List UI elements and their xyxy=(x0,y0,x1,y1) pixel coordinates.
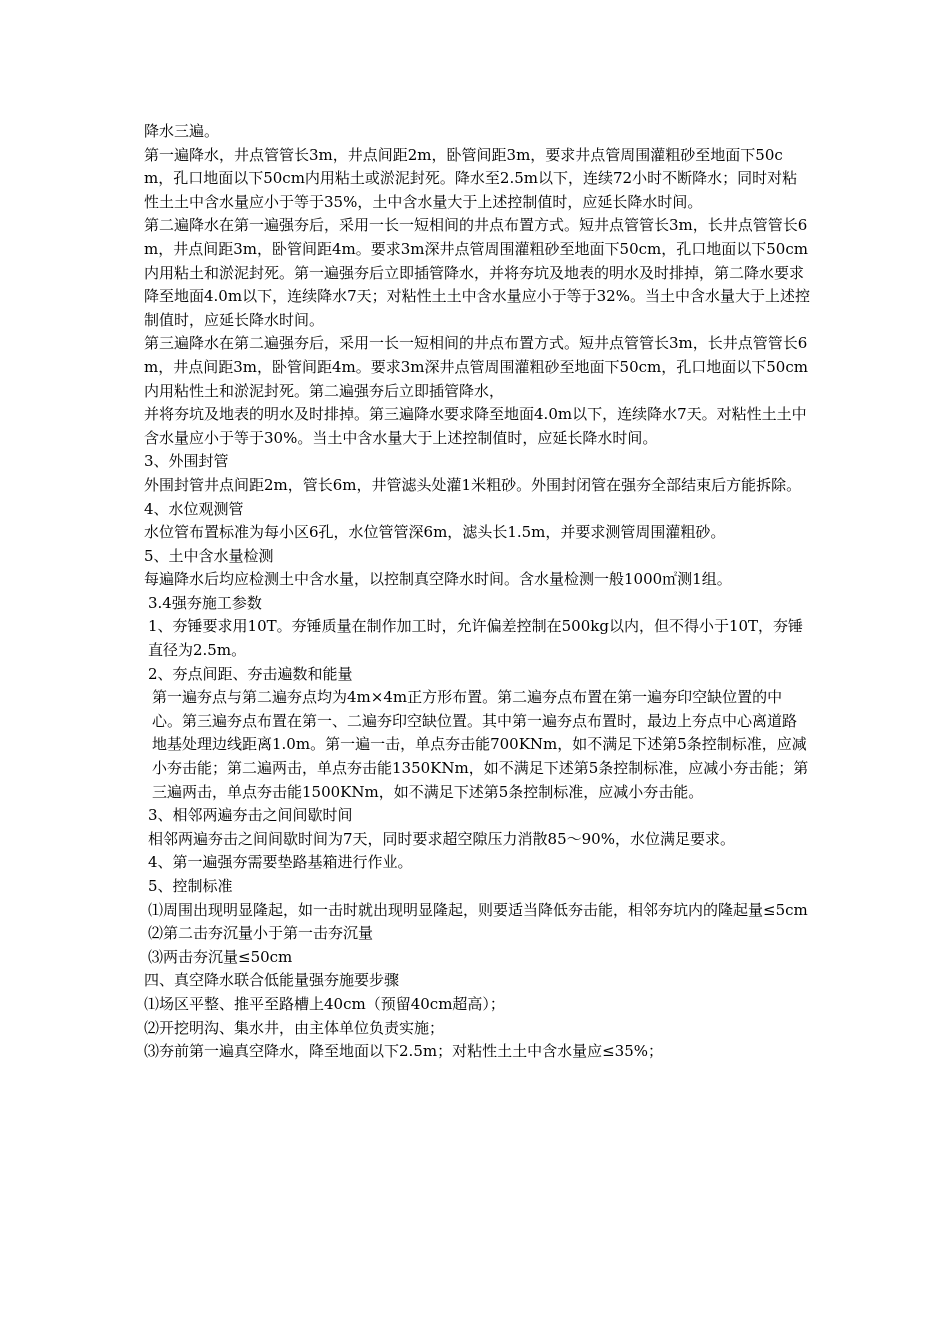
paragraph: 第二遍降水在第一遍强夯后，采用一长一短相间的井点布置方式。短井点管管长3m，长井点管管长6m，井点间距3m，卧管间距4m。要求3m深井点管周围灌粗砂至地面下50cm，孔口地面以下50cm内用粘土和淤泥封死。第一遍强夯后立即插管降水，并将夯坑及地表的明水及时排掉，第二降水要求降至地面4.0m以下，连续降水7天；对粘性土土中含水量应小于等于32%。当土中含水量大于上述控制值时，应延长降水时间。 xyxy=(144,216,810,329)
list-item: ⑶两击夯沉量≤50cm xyxy=(148,947,293,966)
list-item: ⑵第二击夯沉量小于第一击夯沉量 xyxy=(148,924,374,943)
paragraph: 相邻两遍夯击之间间歇时间为7天，同时要求超空隙压力消散85～90%，水位满足要求。 xyxy=(148,829,735,848)
section-heading: 5、控制标准 xyxy=(148,877,233,895)
paragraph: 水位管布置标准为每小区6孔，水位管管深6m，滤头长1.5m，并要求测管周围灌粗砂。 xyxy=(144,523,726,542)
paragraph: 降水三遍。 xyxy=(144,122,220,140)
paragraph: 1、夯锤要求用10T。夯锤质量在制作加工时，允许偏差控制在500kg以内，但不得小于10T，夯锤直径为2.5m。 xyxy=(148,617,804,660)
paragraph: 4、第一遍强夯需要垫路基箱进行作业。 xyxy=(148,853,413,872)
section-heading: 3.4强夯施工参数 xyxy=(148,593,262,612)
paragraph: 第三遍降水在第二遍强夯后，采用一长一短相间的井点布置方式。短井点管管长3m，长井点管管长6m，井点间距3m，卧管间距4m。要求3m深井点管周围灌粗砂至地面下50cm，孔口地面以下50cm内用粘性土和淤泥封死。第二遍强夯后立即插管降水， xyxy=(144,334,808,400)
section-heading: 3、外围封管 xyxy=(144,452,229,471)
section-heading: 5、土中含水量检测 xyxy=(144,546,274,565)
document-body xyxy=(144,120,810,1064)
list-item: ⑴周围出现明显隆起，如一击时就出现明显隆起，则要适当降低夯击能，相邻夯坑内的隆起量≤5cm xyxy=(148,900,808,919)
list-item: ⑵开挖明沟、集水井，由主体单位负责实施； xyxy=(144,1018,445,1037)
section-heading: 4、水位观测管 xyxy=(144,499,244,518)
paragraph: 外围封管井点间距2m，管长6m，井管滤头处灌1米粗砂。外围封闭管在强夯全部结束后方能拆除。 xyxy=(144,475,802,494)
paragraph: 第一遍夯点与第二遍夯点均为4m×4m正方形布置。第二遍夯点布置在第一遍夯印空缺位置的中心。第三遍夯点布置在第一、二遍夯印空缺位置。其中第一遍夯点布置时，最边上夯点中心离道路地基处理边线距离1.0m。第一遍一击，单点夯击能700KNm，如不满足下述第5条控制标准，应减小夯击能；第二遍两击，单点夯击能1350KNm，如不满足下述第5条控制标准，应减小夯击能；第三遍两击，单点夯击能1500KNm，如不满足下述第5条控制标准，应减小夯击能。 xyxy=(152,688,809,801)
section-heading: 3、相邻两遍夯击之间间歇时间 xyxy=(148,806,353,825)
section-heading: 四、真空降水联合低能量强夯施要步骤 xyxy=(144,971,400,990)
list-item: ⑶夯前第一遍真空降水，降至地面以下2.5m；对粘性土土中含水量应≤35%； xyxy=(144,1042,663,1061)
section-heading: 2、夯点间距、夯击遍数和能量 xyxy=(148,664,353,683)
list-item: ⑴场区平整、推平至路槽上40cm（预留40cm超高）； xyxy=(144,994,505,1013)
paragraph: 并将夯坑及地表的明水及时排掉。第三遍降水要求降至地面4.0m以下，连续降水7天。对粘性土土中含水量应小于等于30%。当土中含水量大于上述控制值时，应延长降水时间。 xyxy=(144,405,807,447)
paragraph: 第一遍降水，井点管管长3m，井点间距2m，卧管间距3m，要求井点管周围灌粗砂至地面下50cm，孔口地面以下50cm内用粘土或淤泥封死。降水至2.5m以下，连续72小时不断降水；同时对粘性土土中含水量应小于等于35%，土中含水量大于上述控制值时，应延长降水时间。 xyxy=(144,145,798,211)
paragraph: 每遍降水后均应检测土中含水量，以控制真空降水时间。含水量检测一般1000㎡测1组。 xyxy=(144,570,732,589)
